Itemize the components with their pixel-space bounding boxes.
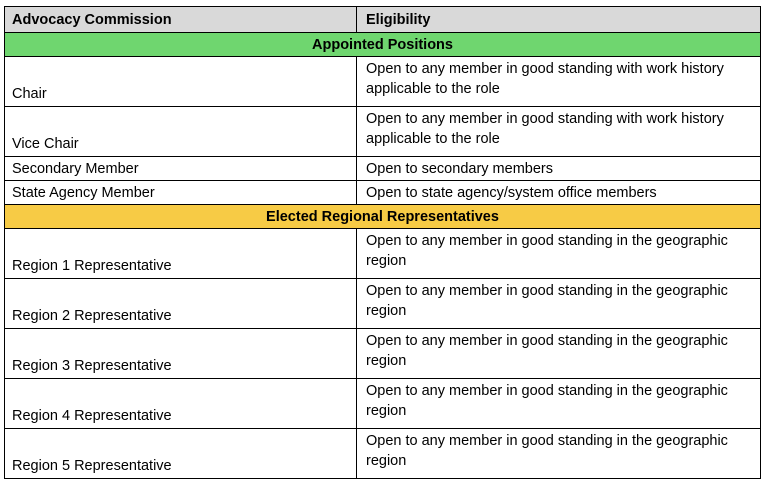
section-row-appointed-positions bbox=[5, 33, 761, 57]
role-cell: Vice Chair bbox=[5, 107, 357, 156]
role-cell: Region 1 Representative bbox=[5, 229, 357, 278]
role-cell: Region 2 Representative bbox=[5, 279, 357, 328]
table-row bbox=[5, 429, 761, 479]
table-row bbox=[5, 279, 761, 329]
eligibility-cell: Open to any member in good standing in the geographic region bbox=[357, 229, 761, 278]
column-header-eligibility: Eligibility bbox=[357, 7, 761, 32]
eligibility-cell: Open to secondary members bbox=[357, 157, 761, 180]
role-cell: Region 5 Representative bbox=[5, 429, 357, 478]
table-row bbox=[5, 329, 761, 379]
eligibility-cell: Open to state agency/system office members bbox=[357, 181, 761, 204]
table-header-row bbox=[5, 7, 761, 33]
section-title: Elected Regional Representatives bbox=[5, 205, 761, 228]
eligibility-cell: Open to any member in good standing in the geographic region bbox=[357, 279, 761, 328]
section-title: Appointed Positions bbox=[5, 33, 761, 56]
role-cell: Region 4 Representative bbox=[5, 379, 357, 428]
table-row bbox=[5, 107, 761, 157]
eligibility-cell: Open to any member in good standing in the geographic region bbox=[357, 429, 761, 478]
column-header-advocacy-commission: Advocacy Commission bbox=[5, 7, 357, 32]
role-cell: Secondary Member bbox=[5, 157, 357, 180]
eligibility-cell: Open to any member in good standing with work history applicable to the role bbox=[357, 107, 761, 156]
table-row bbox=[5, 57, 761, 107]
table-row bbox=[5, 181, 761, 205]
table-row bbox=[5, 379, 761, 429]
eligibility-cell: Open to any member in good standing with work history applicable to the role bbox=[357, 57, 761, 106]
eligibility-cell: Open to any member in good standing in the geographic region bbox=[357, 329, 761, 378]
role-cell: Chair bbox=[5, 57, 357, 106]
role-cell: Region 3 Representative bbox=[5, 329, 357, 378]
section-row-elected-regional-representatives bbox=[5, 205, 761, 229]
table-row bbox=[5, 157, 761, 181]
role-cell: State Agency Member bbox=[5, 181, 357, 204]
eligibility-cell: Open to any member in good standing in the geographic region bbox=[357, 379, 761, 428]
eligibility-table bbox=[4, 6, 761, 479]
table-row bbox=[5, 229, 761, 279]
